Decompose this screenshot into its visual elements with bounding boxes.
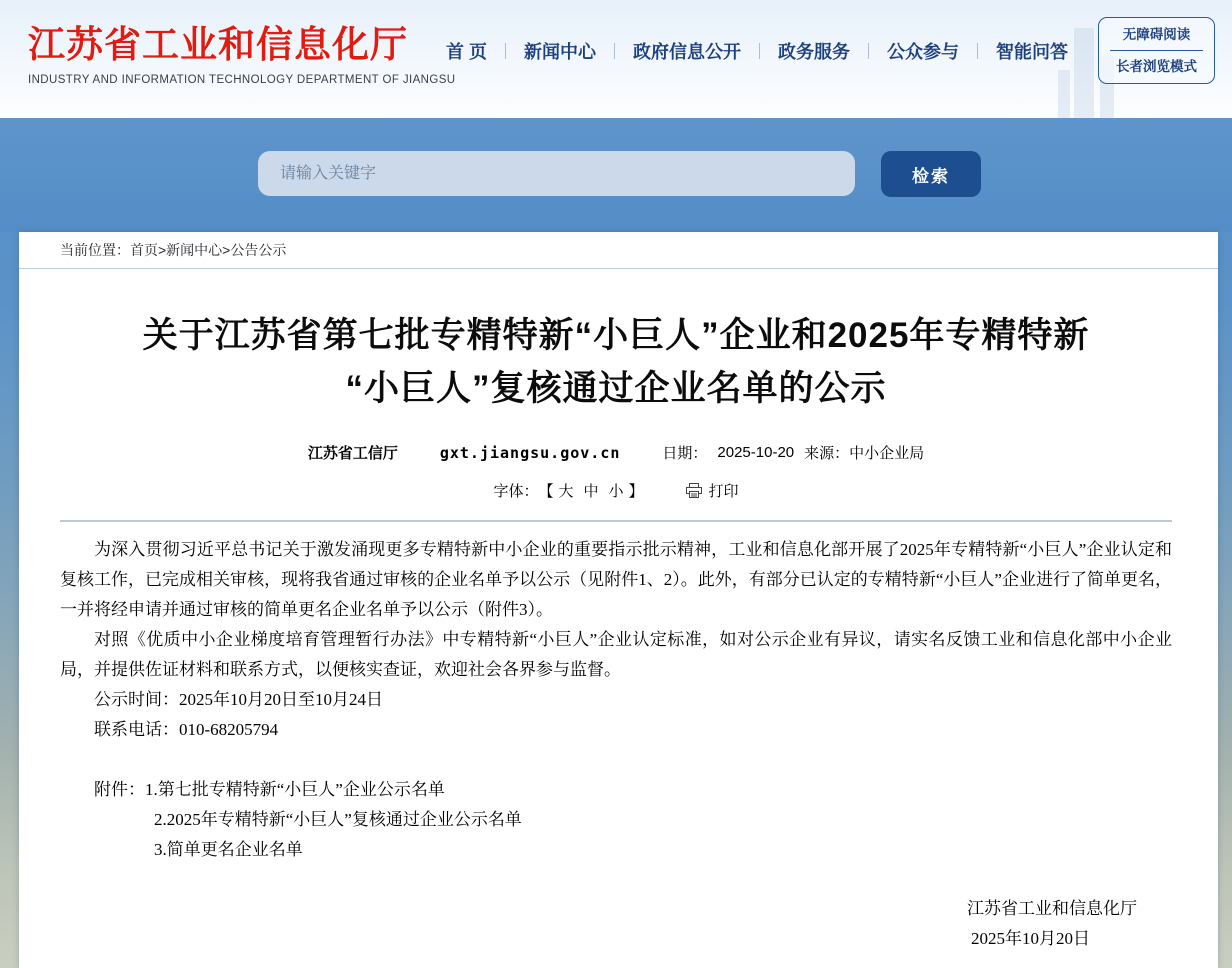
font-bracket-close: 】 [628, 483, 644, 500]
content-panel [19, 232, 1218, 968]
attachment-link-3[interactable]: 3.简单更名企业名单 [154, 840, 303, 859]
font-size-label: 字体： [493, 483, 539, 500]
nav-item-gov-info-disclosure[interactable]: 政府信息公开 [633, 42, 742, 62]
contact-phone: 联系电话：010-68205794 [94, 720, 279, 739]
breadcrumb-path[interactable]: 首页>新闻中心>公告公示 [130, 242, 287, 258]
elder-mode-button[interactable]: 长者浏览模式 [1116, 59, 1197, 74]
main-nav [428, 38, 1086, 64]
article-title-line1: 关于江苏省第七批专精特新“小巨人”企业和2025年专精特新 [142, 316, 1090, 355]
site-logo-title: 江苏省工业和信息化厅 [28, 24, 408, 65]
meta-source-value: 中小企业局 [849, 445, 925, 462]
attachment-link-2[interactable]: 2.2025年专精特新“小巨人”复核通过企业公示名单 [154, 810, 522, 829]
print-button[interactable] [686, 480, 739, 501]
accessibility-box [1098, 17, 1215, 84]
font-bracket-open: 【 [538, 483, 554, 500]
attachment-link-1[interactable]: 1.第七批专精特新“小巨人”企业公示名单 [145, 780, 445, 799]
publicity-period: 公示时间：2025年10月20日至10月24日 [94, 690, 383, 709]
barrier-free-reading-button[interactable]: 无障碍阅读 [1122, 27, 1191, 42]
print-label: 打印 [708, 483, 739, 500]
signature-organization: 江苏省工业和信息化厅 [967, 899, 1137, 918]
nav-item-public-participation[interactable]: 公众参与 [887, 42, 960, 62]
paragraph: 对照《优质中小企业梯度培育管理暂行办法》中专精特新“小巨人”企业认定标准，如对公示企业有异议，请实名反馈工业和信息化部中小企业局，并提供佐证材料和联系方式，以便核实查证，欢迎社会各界参与监督。 [60, 630, 1172, 679]
nav-item-news-center[interactable]: 新闻中心 [524, 42, 597, 62]
nav-item-smart-qa[interactable]: 智能问答 [996, 42, 1069, 62]
nav-item-home[interactable]: 首 页 [446, 42, 488, 62]
signature-date: 2025年10月20日 [971, 929, 1090, 948]
font-controls [60, 480, 1172, 501]
breadcrumb-label: 当前位置： [60, 242, 130, 258]
search-input[interactable] [258, 151, 855, 196]
meta-website: gxt.jiangsu.gov.cn [439, 443, 621, 462]
article-body [60, 535, 1172, 745]
search-button[interactable]: 检索 [881, 151, 981, 197]
attachments [60, 775, 1172, 865]
search-bar [258, 151, 981, 197]
breadcrumb [19, 232, 1218, 269]
nav-item-gov-services[interactable]: 政务服务 [778, 42, 851, 62]
article [19, 309, 1218, 954]
meta-date-value: 2025-10-20 [717, 444, 795, 461]
meta-date-label: 日期： [662, 445, 708, 462]
article-meta [60, 442, 1172, 463]
article-title [60, 309, 1172, 415]
meta-source-label: 来源： [804, 445, 850, 462]
site-logo[interactable] [28, 14, 455, 86]
paragraph: 为深入贯彻习近平总书记关于激发涌现更多专精特新中小企业的重要指示批示精神，工业和信息化部开展了2025年专精特新“小巨人”企业认定和复核工作，已完成相关审核，现将我省通过审核的企业名单予以公示（见附件1、2）。此外，有部分已认定的专精特新“小巨人”企业进行了简单更名，一并将经申请并通过审核的简单更名企业名单予以公示（附件3）。 [60, 540, 1172, 619]
font-size-medium-button[interactable]: 中 [583, 483, 599, 500]
attachments-label: 附件： [94, 780, 145, 799]
font-size-small-button[interactable]: 小 [608, 483, 624, 500]
font-size-large-button[interactable]: 大 [558, 483, 574, 500]
skyline-decoration [1058, 70, 1070, 118]
article-title-line2: “小巨人”复核通过企业名单的公示 [345, 369, 887, 408]
printer-icon [686, 483, 702, 498]
title-body-divider [60, 520, 1172, 522]
site-logo-subtitle: INDUSTRY AND INFORMATION TECHNOLOGY DEPARTMENT OF JIANGSU [28, 74, 456, 86]
signature-block [60, 894, 1172, 954]
meta-department: 江苏省工信厅 [307, 445, 398, 462]
site-header [0, 0, 1232, 118]
